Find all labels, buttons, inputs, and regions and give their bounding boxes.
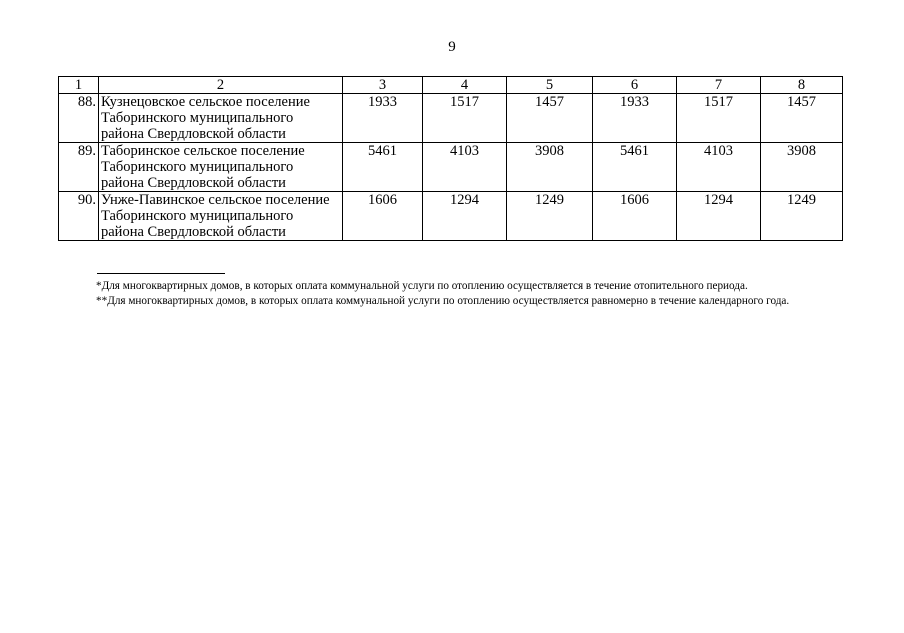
column-header: 1	[59, 77, 99, 94]
value-cell: 3908	[507, 143, 593, 192]
column-header: 4	[423, 77, 507, 94]
column-header: 6	[593, 77, 677, 94]
header-row	[59, 77, 843, 94]
table-row	[59, 143, 843, 192]
value-cell: 4103	[677, 143, 761, 192]
value-cell: 1517	[677, 94, 761, 143]
column-header: 7	[677, 77, 761, 94]
value-cell: 1933	[593, 94, 677, 143]
value-cell: 1933	[343, 94, 423, 143]
page-number: 9	[448, 39, 456, 55]
value-cell: 1294	[423, 192, 507, 241]
footnote-double-asterisk: **Для многоквартирных домов, в которых оплата коммунальной услуги по отоплению осуществляется равномерно в течение календарного года.	[96, 295, 790, 307]
column-header: 3	[343, 77, 423, 94]
value-cell: 5461	[343, 143, 423, 192]
table-row	[59, 192, 843, 241]
row-number: 89.	[59, 143, 99, 192]
footnote-divider	[97, 273, 225, 274]
table-row	[59, 94, 843, 143]
value-cell: 1606	[343, 192, 423, 241]
value-cell: 1517	[423, 94, 507, 143]
value-cell: 4103	[423, 143, 507, 192]
footnotes	[58, 279, 840, 309]
value-cell: 1249	[507, 192, 593, 241]
value-cell: 1457	[507, 94, 593, 143]
row-number: 88.	[59, 94, 99, 143]
column-header: 5	[507, 77, 593, 94]
row-number: 90.	[59, 192, 99, 241]
settlement-name: Кузнецовское сельское поселение Таборинского муниципального района Свердловской области	[99, 94, 343, 143]
data-table	[58, 76, 843, 241]
value-cell: 1294	[677, 192, 761, 241]
footnote-single-asterisk: *Для многоквартирных домов, в которых оплата коммунальной услуги по отоплению осуществляется в течение отопительного периода.	[96, 280, 748, 292]
value-cell: 1249	[761, 192, 843, 241]
column-header: 2	[99, 77, 343, 94]
value-cell: 5461	[593, 143, 677, 192]
value-cell: 1457	[761, 94, 843, 143]
settlement-name: Таборинское сельское поселение Таборинского муниципального района Свердловской области	[99, 143, 343, 192]
column-header: 8	[761, 77, 843, 94]
value-cell: 3908	[761, 143, 843, 192]
value-cell: 1606	[593, 192, 677, 241]
settlement-name: Унже-Павинское сельское поселение Таборинского муниципального района Свердловской области	[99, 192, 343, 241]
